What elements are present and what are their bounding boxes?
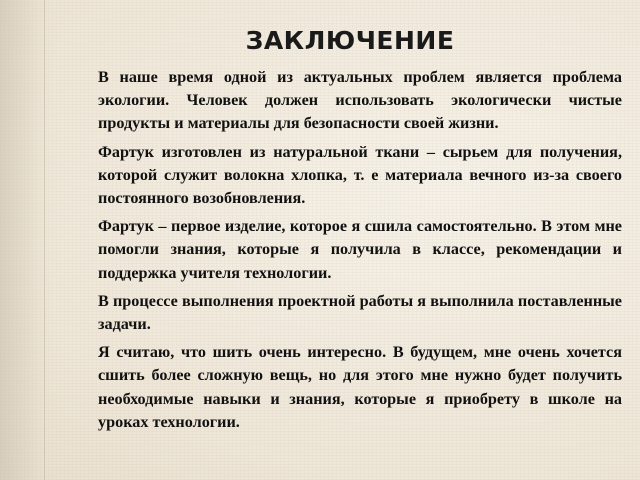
decorative-left-strip: [0, 0, 60, 480]
paragraph-conclusion: Я считаю, что шить очень интересно. В будущем, мне очень хочется сшить более сложную вещь, но для этого мне нужно будет получить необходимые навыки и знания, которые я приобрету в школе на уроках технологии.: [98, 343, 622, 431]
slide-title: ЗАКЛЮЧЕНИЕ: [245, 26, 455, 55]
paragraph-first-item: Фартук – первое изделие, которое я сшила самостоятельно. В этом мне помогли знания, которые я получила в классе, рекомендации и поддержка учителя технологии.: [98, 217, 622, 282]
decorative-left-line: [44, 0, 45, 480]
paragraph-ecology: В наше время одной из актуальных проблем является проблема экологии. Человек должен использовать экологически чистые продукты и материалы для безопасности своей жизни.: [98, 68, 622, 133]
paragraph-tasks: В процессе выполнения проектной работы я выполнила поставленные задачи.: [98, 291, 622, 334]
slide-body: [98, 66, 622, 439]
paragraph-material: Фартук изготовлен из натуральной ткани – сырьем для получения, которой служит волокна хлопка, т. е материала вечного из-за своего постоянного возобновления.: [98, 142, 622, 208]
